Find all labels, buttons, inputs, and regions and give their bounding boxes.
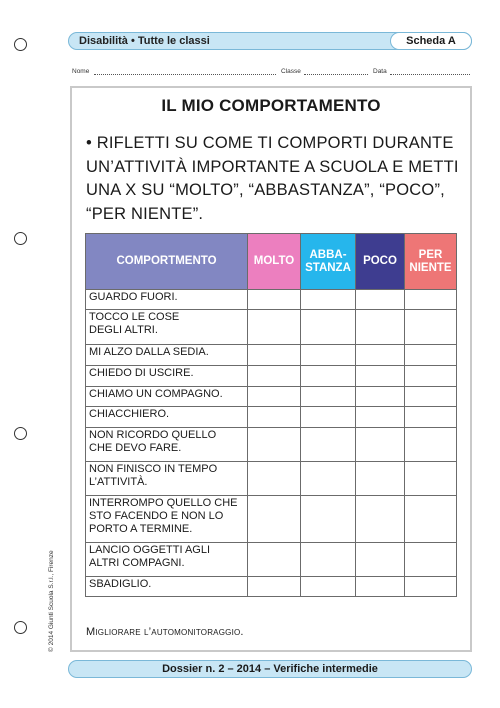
- answer-cell-per-niente[interactable]: [405, 428, 457, 462]
- answer-cell-poco[interactable]: [356, 387, 405, 407]
- worksheet-title: IL MIO COMPORTAMENTO: [161, 96, 381, 115]
- behaviour-cell: [86, 387, 248, 407]
- answer-cell-per-niente[interactable]: [405, 366, 457, 387]
- answer-cell-molto[interactable]: [248, 310, 301, 345]
- binder-hole-top: [14, 38, 27, 51]
- header-molto: MOLTO: [248, 234, 301, 290]
- behaviour-cell: [86, 496, 248, 543]
- behaviour-text: SBADIGLIO.: [89, 578, 152, 590]
- instruction-text: • RIFLETTI SU COME TI COMPORTI DURANTE UN’ATTIVITÀ IMPORTANTE A SCUOLA E METTI UNA X SU “MOLTO”, “ABBASTANZA”, “POCO”, “PER NIENTE”.: [86, 134, 459, 223]
- answer-cell-per-niente[interactable]: [405, 387, 457, 407]
- answer-cell-poco[interactable]: [356, 577, 405, 597]
- header-per-niente: PER NIENTE: [405, 234, 457, 290]
- answer-cell-poco[interactable]: [356, 407, 405, 428]
- answer-cell-molto[interactable]: [248, 290, 301, 310]
- behaviour-text: CHIEDO DI USCIRE.: [89, 367, 194, 379]
- behaviour-text: CHIACCHIERO.: [89, 408, 170, 420]
- footer-bar: Dossier n. 2 – 2014 – Verifiche intermedie: [68, 660, 472, 678]
- behaviour-cell: [86, 310, 248, 345]
- table-row: [86, 462, 457, 496]
- copyright-text: © 2014 Giunti Scuola S.r.l., Firenze: [48, 550, 55, 652]
- answer-cell-molto[interactable]: [248, 407, 301, 428]
- answer-cell-poco[interactable]: [356, 462, 405, 496]
- header-behaviour: COMPORTMENTO: [86, 234, 248, 290]
- name-label: Nome: [72, 68, 90, 75]
- binder-hole-lower: [14, 427, 27, 440]
- answer-cell-poco[interactable]: [356, 496, 405, 543]
- behaviour-text: NON RICORDO QUELLO: [89, 429, 217, 441]
- answer-cell-poco[interactable]: [356, 543, 405, 577]
- behaviour-text: ALTRI COMPAGNI.: [89, 557, 185, 569]
- table-row: [86, 577, 457, 597]
- behaviour-cell: [86, 462, 248, 496]
- header-abbastanza: ABBA- STANZA: [301, 234, 356, 290]
- behaviour-text: L’ATTIVITÀ.: [89, 476, 148, 488]
- answer-cell-abbastanza[interactable]: [301, 387, 356, 407]
- table-row: [86, 428, 457, 462]
- table-row: [86, 496, 457, 543]
- answer-cell-molto[interactable]: [248, 462, 301, 496]
- answer-cell-poco[interactable]: [356, 310, 405, 345]
- behaviour-cell: [86, 577, 248, 597]
- answer-cell-poco[interactable]: [356, 290, 405, 310]
- answer-cell-abbastanza[interactable]: [301, 577, 356, 597]
- behaviour-text: INTERROMPO QUELLO CHE: [89, 497, 238, 509]
- header-bar: [68, 32, 472, 50]
- answer-cell-abbastanza[interactable]: [301, 496, 356, 543]
- answer-cell-abbastanza[interactable]: [301, 462, 356, 496]
- answer-cell-per-niente[interactable]: [405, 310, 457, 345]
- answer-cell-abbastanza[interactable]: [301, 543, 356, 577]
- answer-cell-abbastanza[interactable]: [301, 366, 356, 387]
- behaviour-cell: [86, 428, 248, 462]
- objective-note: Migliorare l’automonitoraggio.: [86, 626, 244, 638]
- class-field[interactable]: [304, 74, 368, 75]
- behaviour-cell: [86, 345, 248, 366]
- answer-cell-molto[interactable]: [248, 345, 301, 366]
- sheet-label: Scheda A: [390, 32, 472, 50]
- binder-hole-upper: [14, 232, 27, 245]
- answer-cell-molto[interactable]: [248, 366, 301, 387]
- table-row: [86, 543, 457, 577]
- answer-cell-per-niente[interactable]: [405, 577, 457, 597]
- behaviour-text: NON FINISCO IN TEMPO: [89, 463, 218, 475]
- answer-cell-poco[interactable]: [356, 366, 405, 387]
- behaviour-text: DEGLI ALTRI.: [89, 324, 158, 336]
- name-field[interactable]: [94, 74, 276, 75]
- behaviour-text: PORTO A TERMINE.: [89, 523, 193, 535]
- answer-cell-molto[interactable]: [248, 496, 301, 543]
- behaviour-cell: [86, 543, 248, 577]
- answer-cell-poco[interactable]: [356, 345, 405, 366]
- answer-cell-molto[interactable]: [248, 428, 301, 462]
- behaviour-text: CHIAMO UN COMPAGNO.: [89, 388, 223, 400]
- behaviour-text: TOCCO LE COSE: [89, 311, 180, 323]
- table-row: [86, 407, 457, 428]
- behaviour-cell: [86, 290, 248, 310]
- answer-cell-per-niente[interactable]: [405, 543, 457, 577]
- answer-cell-poco[interactable]: [356, 428, 405, 462]
- answer-cell-per-niente[interactable]: [405, 407, 457, 428]
- behaviour-text: STO FACENDO E NON LO: [89, 510, 224, 522]
- class-label: Classe: [281, 68, 301, 75]
- answer-cell-per-niente[interactable]: [405, 345, 457, 366]
- binder-hole-bottom: [14, 621, 27, 634]
- header-category: Disabilità • Tutte le classi: [79, 35, 210, 47]
- table-row: [86, 310, 457, 345]
- answer-cell-per-niente[interactable]: [405, 290, 457, 310]
- behaviour-text: MI ALZO DALLA SEDIA.: [89, 346, 209, 358]
- behaviour-text: GUARDO FUORI.: [89, 291, 178, 303]
- header-poco: POCO: [356, 234, 405, 290]
- answer-cell-per-niente[interactable]: [405, 496, 457, 543]
- table-row: [86, 366, 457, 387]
- behaviour-text: CHE DEVO FARE.: [89, 442, 182, 454]
- date-label: Data: [373, 68, 387, 75]
- answer-cell-abbastanza[interactable]: [301, 290, 356, 310]
- answer-cell-per-niente[interactable]: [405, 462, 457, 496]
- answer-cell-abbastanza[interactable]: [301, 428, 356, 462]
- answer-cell-molto[interactable]: [248, 387, 301, 407]
- answer-cell-molto[interactable]: [248, 577, 301, 597]
- behaviour-table: [85, 233, 457, 597]
- behaviour-cell: [86, 407, 248, 428]
- answer-cell-abbastanza[interactable]: [301, 310, 356, 345]
- behaviour-text: LANCIO OGGETTI AGLI: [89, 544, 211, 556]
- date-field[interactable]: [390, 74, 470, 75]
- answer-cell-abbastanza[interactable]: [301, 407, 356, 428]
- answer-cell-molto[interactable]: [248, 543, 301, 577]
- table-row: [86, 345, 457, 366]
- table-row: [86, 290, 457, 310]
- behaviour-cell: [86, 366, 248, 387]
- answer-cell-abbastanza[interactable]: [301, 345, 356, 366]
- table-row: [86, 387, 457, 407]
